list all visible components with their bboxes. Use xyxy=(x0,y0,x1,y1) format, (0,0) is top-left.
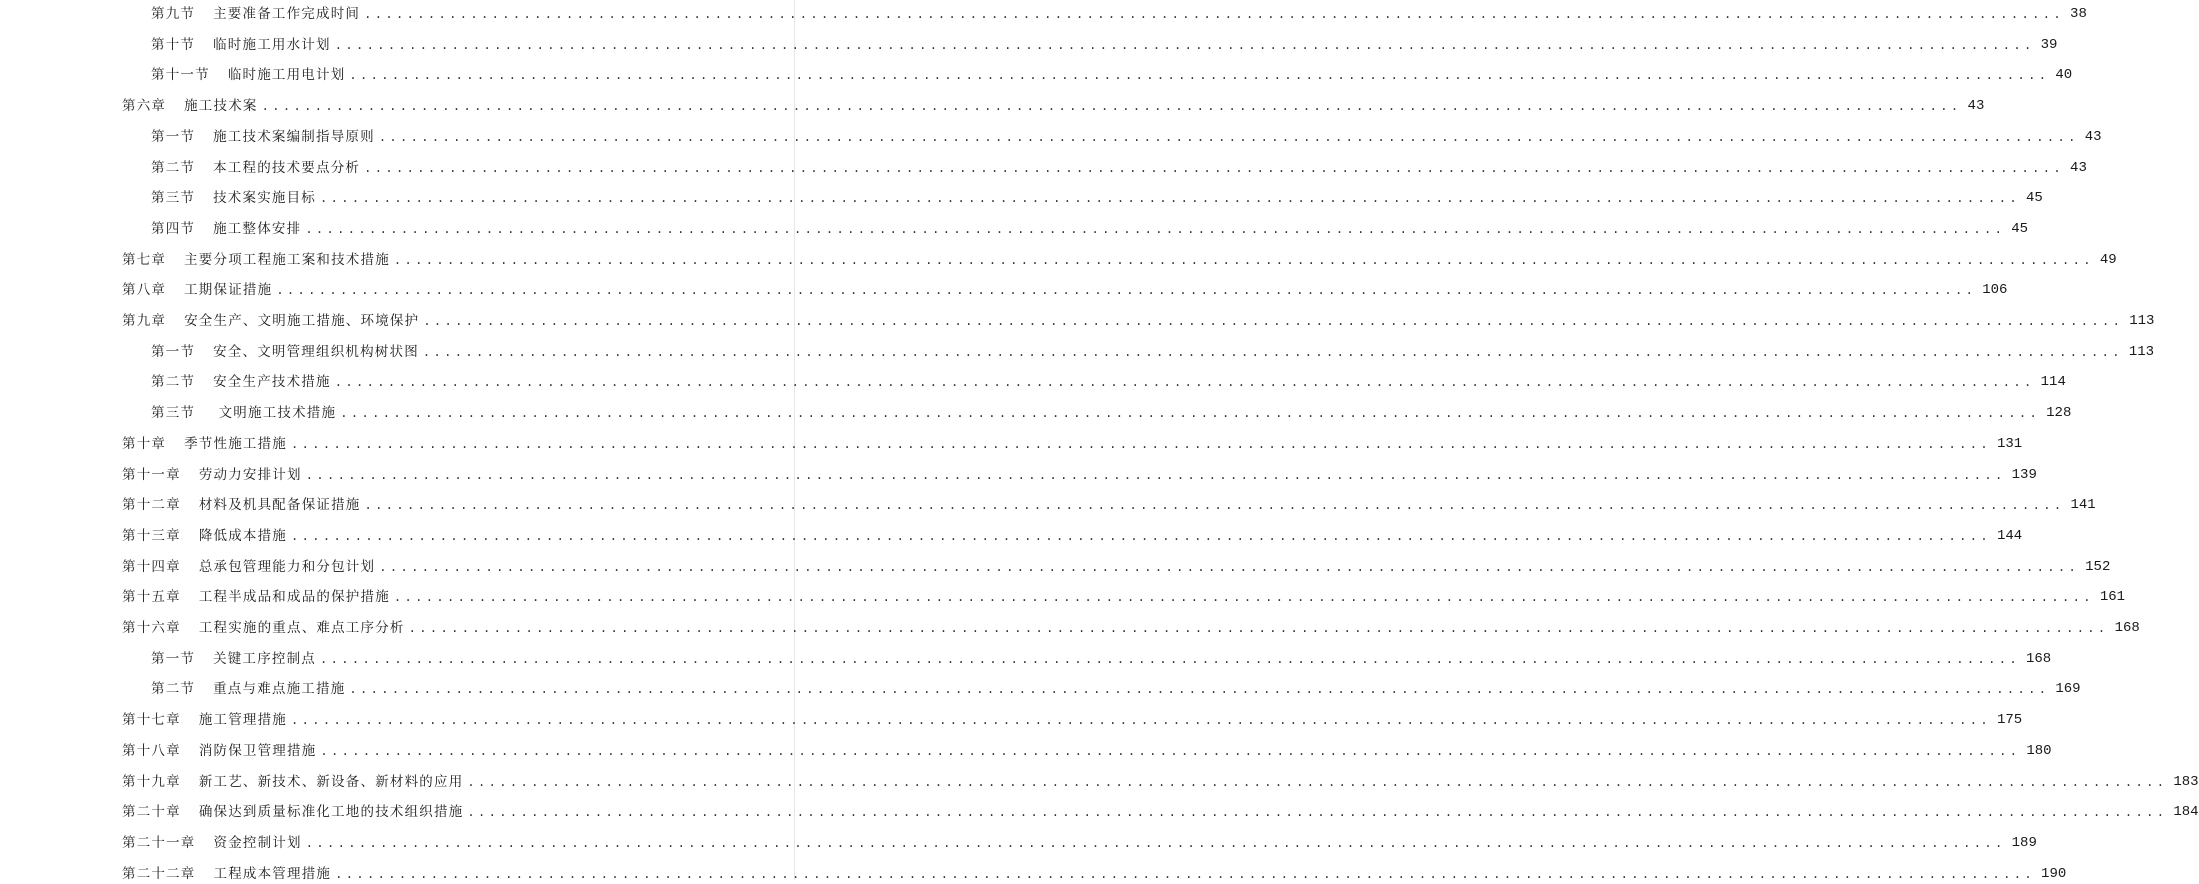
toc-entry-number: 第二节 xyxy=(151,681,196,698)
toc-entry-number: 第十章 xyxy=(122,435,167,452)
toc-leader-dots: ................................................................................................................................................................ xyxy=(320,743,2021,758)
toc-leader-dots: ................................................................................................................................................................ xyxy=(334,37,2035,52)
toc-entry-title: 安全生产技术措施 xyxy=(213,374,331,391)
toc-entry-title: 安全、文明管理组织机构树状图 xyxy=(213,343,419,360)
toc-page-number: 175 xyxy=(1996,712,2023,729)
toc-entry-title: 工期保证措施 xyxy=(184,282,273,299)
toc-leader-dots: ................................................................................................................................................................ xyxy=(364,498,2065,513)
toc-section-entry[interactable] xyxy=(151,649,2052,669)
toc-leader-dots: ................................................................................................................................................................ xyxy=(379,559,2080,574)
toc-leader-dots: ................................................................................................................................................................ xyxy=(305,835,2006,850)
toc-section-entry[interactable] xyxy=(151,4,2087,24)
toc-section-entry[interactable] xyxy=(151,35,2058,55)
toc-page-number: 161 xyxy=(2099,589,2126,606)
toc-entry-number: 第八章 xyxy=(122,282,167,299)
toc-leader-dots: ................................................................................................................................................................ xyxy=(422,344,2123,359)
toc-page-number: 43 xyxy=(2070,159,2087,176)
toc-entry-title: 施工技术案编制指导原则 xyxy=(213,128,375,145)
toc-entry-number: 第十七章 xyxy=(122,712,181,729)
toc-entry-title: 工程实施的重点、难点工序分析 xyxy=(198,620,405,636)
toc-chapter-entry[interactable] xyxy=(122,280,2008,300)
toc-page-number: 139 xyxy=(2011,466,2037,483)
toc-leader-dots: ................................................................................................................................................................ xyxy=(393,252,2094,267)
toc-page-number: 39 xyxy=(2040,36,2058,53)
toc-entry-number: 第十六章 xyxy=(122,620,181,636)
toc-section-entry[interactable] xyxy=(151,158,2087,178)
toc-entry-number: 第十一章 xyxy=(122,466,181,483)
toc-entry-number: 第三节 xyxy=(151,190,196,207)
toc-chapter-entry[interactable] xyxy=(122,250,2117,270)
toc-chapter-entry[interactable] xyxy=(122,311,2155,331)
toc-leader-dots: ................................................................................................................................................................ xyxy=(335,866,2036,881)
toc-chapter-entry[interactable] xyxy=(122,864,2067,884)
toc-page-number: 106 xyxy=(1982,282,2008,299)
toc-leader-dots: ................................................................................................................................................................ xyxy=(349,68,2050,83)
toc-entry-title: 工程成本管理措施 xyxy=(213,865,332,882)
toc-chapter-entry[interactable] xyxy=(122,741,2052,761)
toc-leader-dots: ................................................................................................................................................................ xyxy=(291,713,1991,728)
toc-entry-title: 施工管理措施 xyxy=(198,712,288,729)
toc-entry-title: 确保达到质量标准化工地的技术组织措施 xyxy=(198,804,464,821)
toc-chapter-entry[interactable] xyxy=(122,618,2140,638)
toc-entry-title: 季节性施工措施 xyxy=(184,435,288,452)
toc-page-number: 113 xyxy=(2128,343,2155,360)
toc-chapter-entry[interactable] xyxy=(122,557,2111,577)
toc-page-number: 43 xyxy=(1967,98,1985,115)
toc-chapter-entry[interactable] xyxy=(122,587,2126,607)
toc-chapter-entry[interactable] xyxy=(122,96,1985,116)
toc-page-number: 43 xyxy=(2084,128,2102,145)
toc-entry-title: 总承包管理能力和分包计划 xyxy=(198,558,376,575)
toc-page-number: 128 xyxy=(2046,405,2072,422)
toc-entry-title: 临时施工用电计划 xyxy=(227,67,346,84)
toc-section-entry[interactable] xyxy=(151,219,2029,239)
toc-entry-title: 施工整体安排 xyxy=(213,220,302,237)
toc-leader-dots: ................................................................................................................................................................ xyxy=(261,99,1962,114)
toc-chapter-entry[interactable] xyxy=(122,434,2023,454)
toc-page-number: 113 xyxy=(2129,313,2155,329)
toc-entry-number: 第十九章 xyxy=(122,773,181,790)
toc-page-number: 38 xyxy=(2070,6,2087,22)
toc-entry-title: 资金控制计划 xyxy=(213,834,302,851)
toc-entry-title: 主要分项工程施工案和技术措施 xyxy=(184,251,390,268)
toc-entry-number: 第一节 xyxy=(151,650,196,667)
toc-chapter-entry[interactable] xyxy=(122,526,2023,546)
toc-entry-number: 第二十一章 xyxy=(122,834,196,851)
toc-section-entry[interactable] xyxy=(151,127,2102,147)
toc-chapter-entry[interactable] xyxy=(122,465,2037,485)
toc-page-number: 152 xyxy=(2085,558,2111,575)
toc-leader-dots: ................................................................................................................................................................ xyxy=(291,528,1991,543)
toc-entry-title: 临时施工用水计划 xyxy=(213,36,331,53)
toc-entry-number: 第七章 xyxy=(122,251,167,268)
toc-entry-number: 第二节 xyxy=(151,374,196,391)
toc-section-entry[interactable] xyxy=(151,679,2081,699)
toc-leader-dots: ................................................................................................................................................................ xyxy=(364,160,2065,175)
toc-entry-number: 第六章 xyxy=(122,98,167,115)
toc-entry-number: 第十二章 xyxy=(122,497,181,514)
toc-chapter-entry[interactable] xyxy=(122,833,2037,853)
toc-entry-title: 消防保卫管理措施 xyxy=(198,742,317,759)
toc-chapter-entry[interactable] xyxy=(122,772,2199,792)
toc-page-number: 40 xyxy=(2055,67,2073,84)
toc-leader-dots: ................................................................................................................................................................ xyxy=(340,406,2041,421)
toc-chapter-entry[interactable] xyxy=(122,495,2096,515)
toc-entry-number: 第十一节 xyxy=(151,67,210,84)
toc-entry-number: 第十五章 xyxy=(122,589,181,606)
toc-leader-dots: ................................................................................................................................................................ xyxy=(320,651,2020,666)
toc-entry-number: 第三节 xyxy=(151,405,196,422)
toc-entry-number: 第十四章 xyxy=(122,558,181,575)
toc-entry-number: 第二十二章 xyxy=(122,865,196,882)
toc-page-number: 190 xyxy=(2041,865,2067,882)
toc-page-number: 45 xyxy=(2011,220,2029,237)
toc-page-number: 180 xyxy=(2026,742,2052,759)
toc-page-number: 168 xyxy=(2114,620,2140,636)
toc-page-number: 114 xyxy=(2040,374,2066,391)
toc-entry-number: 第四节 xyxy=(151,220,196,237)
toc-entry-number: 第十节 xyxy=(151,36,196,53)
toc-entry-title: 文明施工技术措施 xyxy=(213,405,337,422)
toc-section-entry[interactable] xyxy=(151,65,2073,85)
toc-entry-number: 第二节 xyxy=(151,159,196,176)
toc-page-number: 45 xyxy=(2025,190,2043,207)
toc-entry-title: 施工技术案 xyxy=(184,98,258,115)
toc-entry-number: 第一节 xyxy=(151,343,196,360)
toc-page-number: 49 xyxy=(2099,251,2117,268)
toc-leader-dots: ................................................................................................................................................................ xyxy=(291,436,1991,451)
toc-leader-dots: ................................................................................................................................................................ xyxy=(305,221,2006,236)
toc-page-number: 184 xyxy=(2173,804,2199,821)
toc-entry-number: 第九章 xyxy=(122,313,167,329)
toc-entry-number: 第二十章 xyxy=(122,804,181,821)
toc-entry-title: 劳动力安排计划 xyxy=(198,466,302,483)
toc-section-entry[interactable] xyxy=(151,372,2066,392)
toc-entry-title: 降低成本措施 xyxy=(198,527,288,544)
toc-page-number: 144 xyxy=(1996,527,2023,544)
toc-leader-dots: ................................................................................................................................................................ xyxy=(334,375,2035,390)
toc-leader-dots: ................................................................................................................................................................ xyxy=(423,314,2124,328)
toc-page-number: 168 xyxy=(2025,650,2052,667)
toc-leader-dots: ................................................................................................................................................................ xyxy=(378,129,2079,144)
toc-entry-title: 安全生产、文明施工措施、环境保护 xyxy=(184,313,420,329)
toc-leader-dots: ................................................................................................................................................................ xyxy=(305,467,2006,482)
toc-entry-title: 本工程的技术要点分析 xyxy=(213,159,361,176)
toc-entry-title: 新工艺、新技术、新设备、新材料的应用 xyxy=(198,773,464,790)
toc-page-number: 189 xyxy=(2011,834,2037,851)
toc-page-number: 183 xyxy=(2173,773,2199,790)
toc-leader-dots: ................................................................................................................................................................ xyxy=(349,682,2050,697)
toc-leader-dots: ................................................................................................................................................................ xyxy=(364,7,2065,21)
toc-entry-title: 关键工序控制点 xyxy=(213,650,317,667)
toc-leader-dots: ................................................................................................................................................................ xyxy=(467,774,2168,789)
toc-entry-title: 工程半成品和成品的保护措施 xyxy=(198,589,390,606)
toc-section-entry[interactable] xyxy=(151,342,2155,362)
toc-entry-number: 第一节 xyxy=(151,128,196,145)
toc-entry-title: 材料及机具配备保证措施 xyxy=(198,497,361,514)
toc-section-entry[interactable] xyxy=(151,188,2043,208)
toc-page-number: 169 xyxy=(2055,681,2081,698)
toc-page-number: 141 xyxy=(2070,497,2096,514)
toc-leader-dots: ................................................................................................................................................................ xyxy=(408,621,2109,635)
toc-page-number: 131 xyxy=(1996,435,2023,452)
toc-entry-number: 第十八章 xyxy=(122,742,181,759)
toc-entry-title: 重点与难点施工措施 xyxy=(213,681,346,698)
toc-leader-dots: ................................................................................................................................................................ xyxy=(276,283,1977,298)
toc-leader-dots: ................................................................................................................................................................ xyxy=(393,590,2094,605)
toc-entry-title: 主要准备工作完成时间 xyxy=(213,6,361,22)
toc-section-entry[interactable] xyxy=(151,403,2072,423)
toc-entry-number: 第九节 xyxy=(151,6,196,22)
toc-entry-number: 第十三章 xyxy=(122,527,181,544)
toc-chapter-entry[interactable] xyxy=(122,710,2023,730)
toc-leader-dots: ................................................................................................................................................................ xyxy=(467,805,2168,820)
toc-entry-title: 技术案实施目标 xyxy=(213,190,317,207)
toc-leader-dots: ................................................................................................................................................................ xyxy=(320,191,2020,206)
toc-chapter-entry[interactable] xyxy=(122,802,2199,822)
